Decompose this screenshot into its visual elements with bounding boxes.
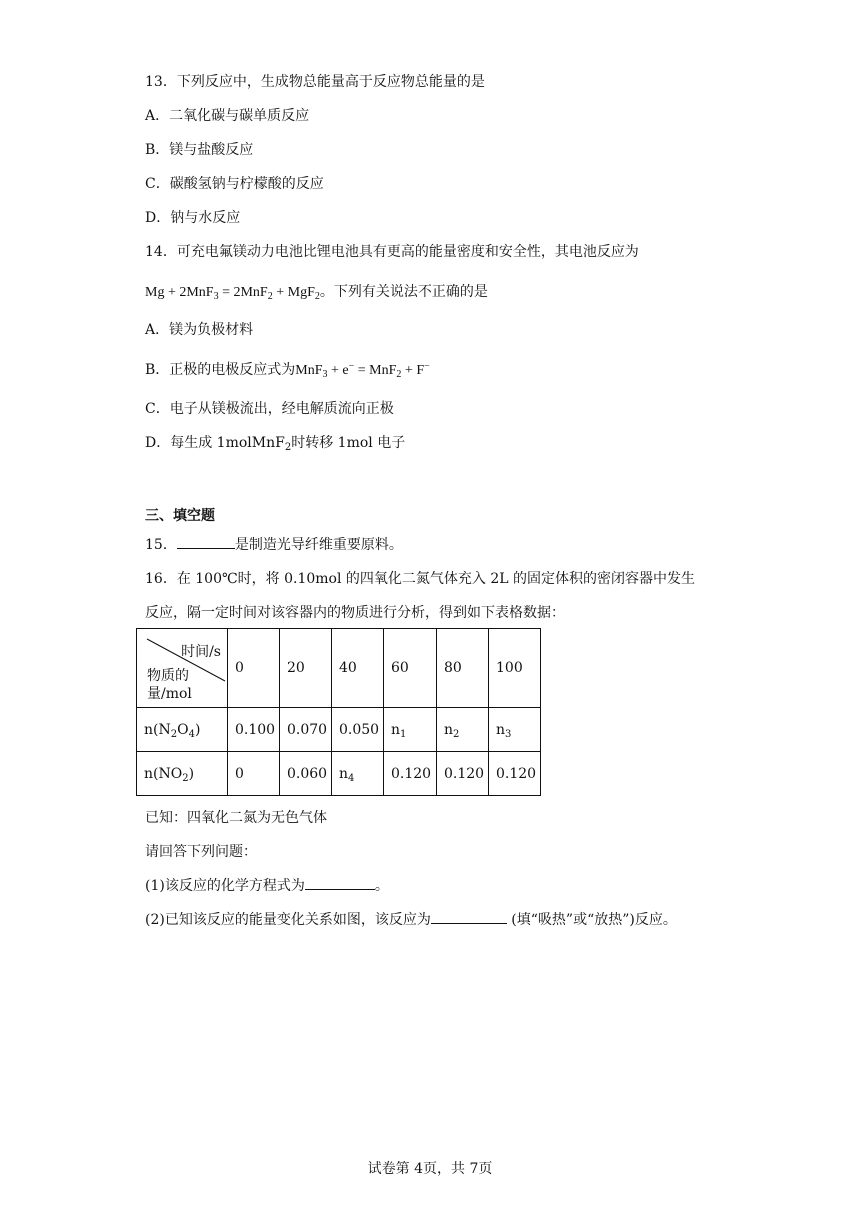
table-cell: 0 <box>228 752 280 796</box>
table-cell: 0.070 <box>280 708 332 752</box>
table-cell: 0.120 <box>384 752 437 796</box>
q14-stem: 14．可充电氟镁动力电池比锂电池具有更高的能量密度和安全性，其电池反应为 <box>145 244 639 260</box>
table-cell: $n_3$ <box>489 708 541 752</box>
q14-equation: Mg + 2MnF$_3$ = 2MnF$_2$ + MgF$_2$ <box>145 285 320 302</box>
corner-header-cell <box>137 629 228 708</box>
table-cell: 0.120 <box>489 752 541 796</box>
q13-option-b: B．镁与盐酸反应 <box>145 142 254 158</box>
q14-option-d: D．每生成 1molMnF$_2$时转移 1mol 电子 <box>145 435 406 453</box>
q13-option-c: C．碳酸氢钠与柠檬酸的反应 <box>145 176 324 192</box>
q16-sub2-answer-blank[interactable] <box>431 911 507 924</box>
q16-sub1: (1)该反应的化学方程式为 。 <box>145 878 389 894</box>
q13-option-a: A．二氧化碳与碳单质反应 <box>145 108 310 124</box>
q16-line-1: 16．在 100℃时，将 0.10mol 的四氧化二氮气体充入 2L 的固定体积的密闭容器中发生 <box>145 571 696 587</box>
table-row-no2 <box>137 752 541 796</box>
q16-known: 已知：四氧化二氮为无色气体 <box>145 810 327 826</box>
q13-stem: 13．下列反应中，生成物总能量高于反应物总能量的是 <box>145 74 485 90</box>
q13-option-d: D．钠与水反应 <box>145 210 241 226</box>
q16-sub2: (2)已知该反应的能量变化关系如图，该反应为 (填“吸热”或“放热”)反应。 <box>145 912 677 928</box>
q14-option-c: C．电子从镁极流出，经电解质流向正极 <box>145 401 394 417</box>
q14-option-a: A．镁为负极材料 <box>145 322 254 338</box>
table-cell: 0.050 <box>332 708 384 752</box>
time-cell: 80 <box>437 629 489 708</box>
page-footer: 试卷第 4页，共 7页 <box>367 1161 493 1177</box>
table-header-row <box>137 629 541 708</box>
time-cell: 60 <box>384 629 437 708</box>
table-cell: 0.120 <box>437 752 489 796</box>
table-cell: $n_1$ <box>384 708 437 752</box>
amount-header: 物质的 量/mol <box>147 668 192 702</box>
section-title: 三、填空题 <box>145 508 215 524</box>
table-cell: 0.060 <box>280 752 332 796</box>
q16-line-2: 反应，隔一定时间对该容器内的物质进行分析，得到如下表格数据： <box>145 605 565 621</box>
q16-sub1-answer-blank[interactable] <box>305 877 375 890</box>
q15-answer-blank[interactable] <box>177 536 235 549</box>
row-label-n2o4: $n(N_2O_4)$ <box>137 708 228 752</box>
time-header: 时间/s <box>181 644 221 660</box>
time-cell: 0 <box>228 629 280 708</box>
table-cell: $n_4$ <box>332 752 384 796</box>
q14-electrode-equation: MnF$_3$ + e− = MnF$_2$ + F− <box>295 361 430 380</box>
data-table <box>136 628 541 796</box>
table-cell: 0.100 <box>228 708 280 752</box>
q16-prompt: 请回答下列问题： <box>145 844 257 860</box>
time-cell: 20 <box>280 629 332 708</box>
row-label-no2: $n(NO_2)$ <box>137 752 228 796</box>
q15-line: 15． 是制造光导纤维重要原料。 <box>145 537 403 553</box>
time-cell: 100 <box>489 629 541 708</box>
q14-option-b: B．正极的电极反应式为MnF$_3$ + e− = MnF$_2$ + F− <box>145 361 430 380</box>
q14-equation-line: Mg + 2MnF$_3$ = 2MnF$_2$ + MgF$_2$。下列有关说法不正确的是 <box>145 284 488 302</box>
time-cell: 40 <box>332 629 384 708</box>
table-row-n2o4 <box>137 708 541 752</box>
table-cell: $n_2$ <box>437 708 489 752</box>
